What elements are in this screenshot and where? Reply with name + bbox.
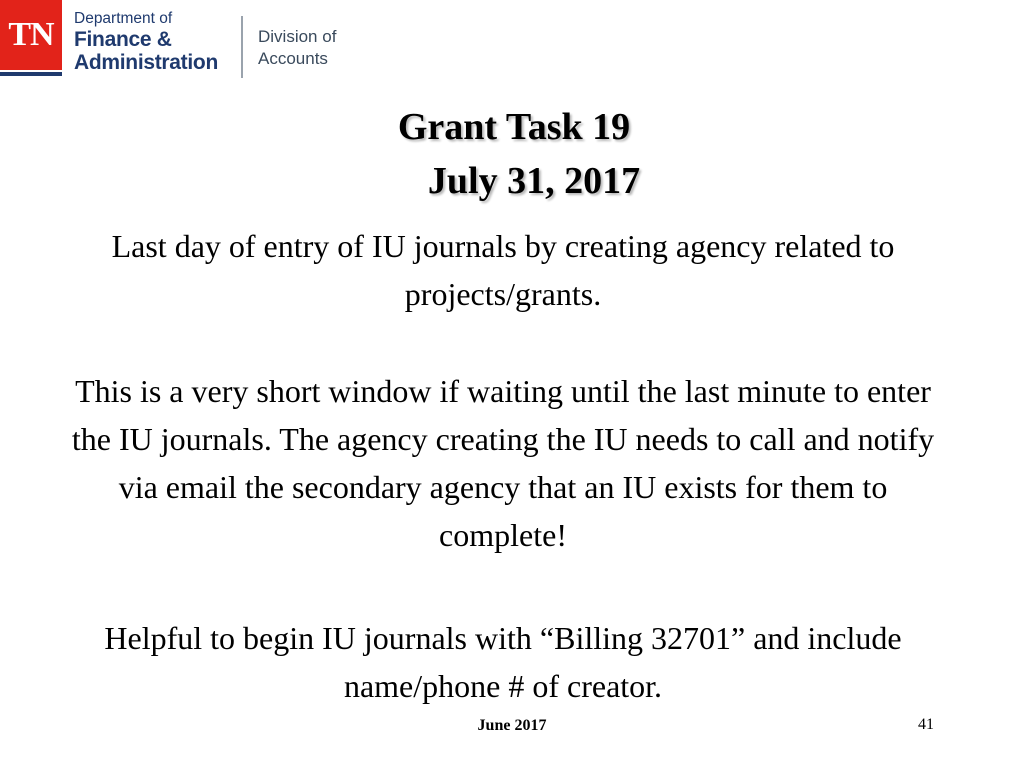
department-line-1: Department of xyxy=(74,10,173,27)
body-paragraph-short-window: This is a very short window if waiting until the last minute to enter the IU journals. The agency creating the IU needs to call and notify via email the secondary agency that an IU exists for them to complete! xyxy=(71,373,935,553)
tn-badge: TN xyxy=(0,0,62,70)
badge-underline xyxy=(0,72,62,76)
division-line-1: Division of xyxy=(258,27,337,46)
slide-title: Grant Task 19 xyxy=(397,106,631,148)
footer-date: June 2017 xyxy=(477,717,547,734)
slide-page-number: 41 xyxy=(918,716,934,733)
department-line-3: Administration xyxy=(74,51,218,74)
slide-date-heading: July 31, 2017 xyxy=(427,160,641,202)
department-line-2: Finance & xyxy=(74,28,172,51)
body-paragraph-entry-deadline: Last day of entry of IU journals by creating agency related to projects/grants. xyxy=(111,228,895,312)
body-paragraph-helpful-tip: Helpful to begin IU journals with “Billing 32701” and include name/phone # of creator. xyxy=(104,620,902,704)
tn-finance-administration-logo xyxy=(0,0,360,80)
department-name xyxy=(74,10,218,74)
logo-divider xyxy=(241,16,243,78)
division-name xyxy=(258,26,336,70)
division-line-2: Accounts xyxy=(258,49,328,68)
